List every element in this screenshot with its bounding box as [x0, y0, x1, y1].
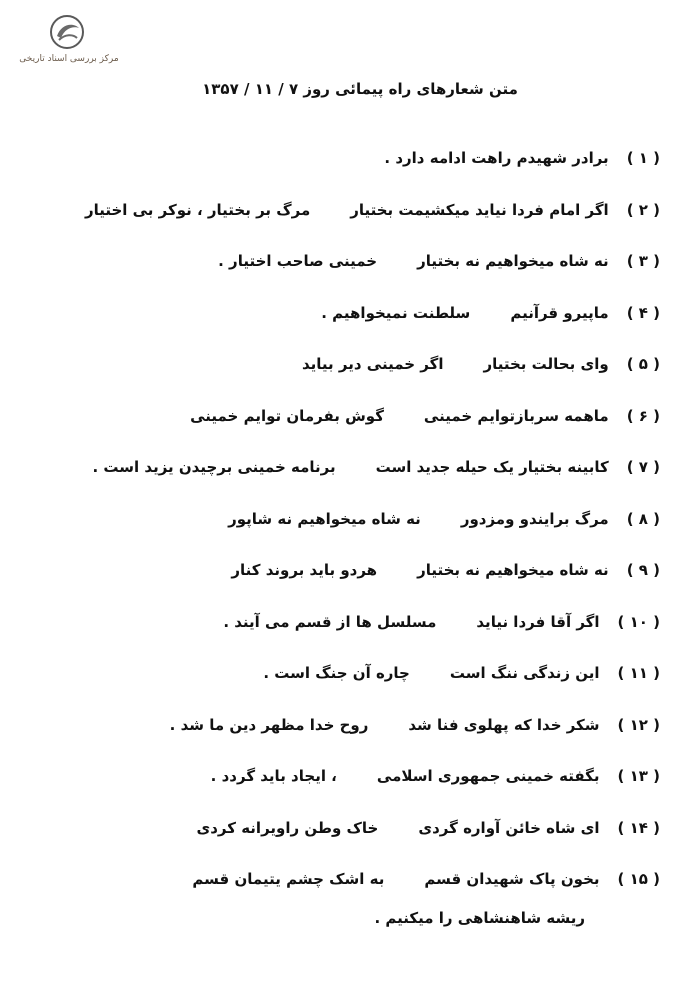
slogan-text: به اشک چشم یتیمان قسم — [192, 870, 385, 888]
slogan-number: ( ۱۲ ) — [617, 715, 660, 734]
slogan-number: ( ۲ ) — [626, 200, 660, 219]
slogan-row — [384, 140, 660, 176]
slogan-text: وای بحالت بختیار — [483, 355, 609, 373]
slogan-text: نه شاه میخواهیم نه بختیار — [417, 561, 609, 579]
slogan-number: ( ۴ ) — [626, 303, 660, 322]
slogan-text: ای شاه خائن آواره گردی — [418, 818, 600, 837]
slogan-text: مرگ بر بختیار ، نوکر بی اختیار — [84, 200, 311, 219]
slogan-row — [228, 501, 660, 537]
document-title: متن شعارهای راه پیمائی روز ۷ / ۱۱ / ۱۳۵۷ — [202, 80, 518, 98]
slogan-number: ( ۶ ) — [626, 406, 660, 425]
slogan-row — [231, 552, 660, 588]
slogan-number: ( ۳ ) — [626, 252, 660, 270]
slogan-text: نه شاه میخواهیم نه شاپور — [228, 509, 421, 528]
slogan-row — [321, 295, 660, 331]
slogan-row — [190, 398, 660, 434]
slogan-number: ( ۱ ) — [626, 149, 660, 167]
slogan-number: ( ۸ ) — [626, 509, 660, 528]
slogan-text: نه شاه میخواهیم نه بختیار — [417, 252, 609, 270]
slogan-text: هردو باید بروند کنار — [231, 561, 378, 579]
slogan-row — [85, 192, 660, 228]
slogan-row — [192, 861, 660, 897]
slogan-row — [92, 449, 660, 485]
slogan-number: ( ۱۳ ) — [617, 767, 660, 785]
slogan-row — [170, 707, 660, 743]
archive-logo — [14, 14, 124, 74]
archive-logo-text: مرکز بررسی اسناد تاریخی — [19, 54, 119, 64]
slogan-text: چاره آن جنگ است . — [263, 664, 410, 682]
slogan-row — [211, 758, 660, 794]
slogan-text: مرگ برایندو ومزدور — [460, 509, 609, 528]
slogan-number: ( ۱۴ ) — [617, 818, 660, 837]
slogan-row — [196, 810, 660, 846]
slogan-text: اگر آقا فردا نیاید — [476, 612, 600, 631]
slogan-number: ( ۵ ) — [626, 355, 660, 373]
slogan-row — [218, 243, 660, 279]
slogan-text: ماهمه سربازتوایم خمینی — [423, 406, 609, 425]
slogan-number: ( ۱۰ ) — [617, 612, 660, 631]
slogan-text: روح خدا مظهر دین ما شد . — [169, 715, 369, 734]
slogan-text: اگر خمینی دیر بیاید — [301, 355, 444, 373]
slogan-row — [263, 655, 660, 691]
slogan-text: ماپیرو قرآنیم — [510, 303, 609, 322]
slogan-text: مسلسل ها از قسم می آیند . — [223, 612, 437, 631]
slogan-text: این زندگی ننگ است — [449, 664, 600, 682]
slogan-text: اگر امام فردا نیاید میکشیمت بختیار — [350, 200, 609, 219]
slogan-text: ، ایجاد باید گردد . — [210, 767, 337, 785]
slogan-number: ( ۹ ) — [626, 561, 660, 579]
slogan-number: ( ۱۱ ) — [617, 664, 660, 682]
slogan-text: خمینی صاحب اختیار . — [218, 252, 378, 270]
slogan-row — [302, 346, 660, 382]
slogan-text: گوش بفرمان توایم خمینی — [190, 406, 384, 425]
slogan-text: برادر شهیدم راهت ادامه دارد . — [384, 149, 609, 167]
slogan-row — [223, 604, 660, 640]
slogan-15-continuation: ریشه شاهنشاهی را میکنیم . — [374, 909, 585, 927]
slogan-text: کابینه بختیار یک حیله جدید است — [375, 458, 609, 476]
slogan-text: برنامه خمینی برچیدن یزید است . — [92, 458, 336, 476]
slogan-number: ( ۱۵ ) — [617, 870, 660, 888]
archive-emblem-icon — [49, 14, 85, 50]
slogan-text: خاک وطن راویرانه کردی — [196, 818, 379, 837]
slogan-number: ( ۷ ) — [626, 458, 660, 476]
slogan-text: سلطنت نمیخواهیم . — [321, 303, 471, 322]
slogan-text: شکر خدا که پهلوی فنا شد — [408, 715, 600, 734]
slogan-text: بخون پاک شهیدان قسم — [424, 870, 600, 888]
slogan-text: بگفته خمینی جمهوری اسلامی — [376, 767, 600, 785]
